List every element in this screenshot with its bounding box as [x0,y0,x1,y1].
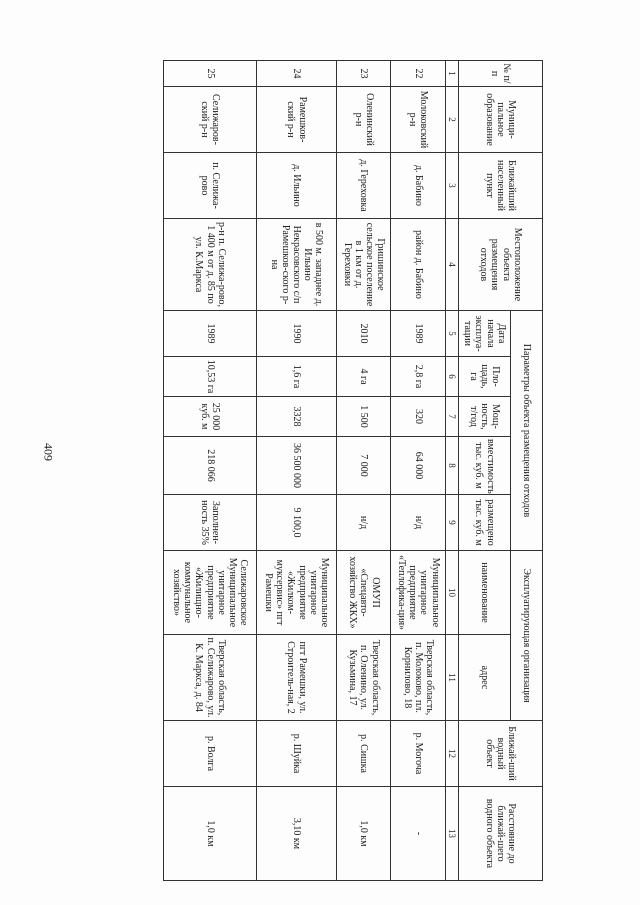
header-params-group: Параметры объекта размещения отходов [511,311,543,551]
header-area: Пло-щадь, га [459,357,511,397]
cell-municipality: Селижаров-ский р-н [164,87,257,153]
column-number-row [446,61,459,881]
cell-settlement: д. Гереховка [336,153,391,219]
cell-placed: н/д [391,495,446,551]
cell-capacity: 3328 [256,397,336,437]
cell-location: район д. Бабино [391,219,446,311]
cell-location: в 500 м. западнее д. Ильино Некрасовского с/п Рамешков-ского р-на [256,219,336,311]
cell-capacity: 320 [391,397,446,437]
cell-distance: 1,0 км [336,787,391,881]
header-no: № п/п [459,61,543,87]
cell-settlement: п. Селижа-рово [164,153,257,219]
cell-area: 4 га [336,357,391,397]
column-number: 11 [446,635,459,721]
cell-area: 10,53 га [164,357,257,397]
table-row [391,61,446,881]
cell-volume: 7 000 [336,437,391,495]
cell-water-object: р. Сишка [336,721,391,787]
header-municipality: Муници-пальное образование [459,87,543,153]
cell-distance: - [391,787,446,881]
header-location: Местоположение объекта размещения отходов [459,219,543,311]
column-number: 8 [446,437,459,495]
column-number: 13 [446,787,459,881]
cell-area: 1,6 га [256,357,336,397]
cell-municipality: Оленинский р-н [336,87,391,153]
cell-no: 23 [336,61,391,87]
header-settlement: Ближайший населенный пункт [459,153,543,219]
column-number: 7 [446,397,459,437]
column-number: 3 [446,153,459,219]
cell-distance: 1,0 км [164,787,257,881]
header-op-name: наименование [459,551,511,635]
header-operator-group: Эксплуатирующая организация [511,551,543,721]
cell-location: р-н п. Селижа-рово, 1 400 м от д. 85 по ул. К.Маркса [164,219,257,311]
header-placed: размещено тыс. куб. м [459,495,511,551]
cell-no: 25 [164,61,257,87]
column-number: 4 [446,219,459,311]
cell-start-date: 2010 [336,311,391,357]
cell-op-name: ОМУП «Спецавто-хозяйство ЖКХ» [336,551,391,635]
cell-op-name: Селижаровское Муниципальное унитарное предприятие «Жилищно-коммунальное хозяйство» [164,551,257,635]
cell-op-address: Тверская область, п. Оленино, ул. Кузьмина, 17 [336,635,391,721]
header-distance: Расстояние до ближай-шего водного объекта [459,787,543,881]
cell-placed: 9 100,0 [256,495,336,551]
cell-settlement: д. Ильино [256,153,336,219]
waste-sites-table-wrapper [163,60,543,880]
column-number: 5 [446,311,459,357]
header-start-date: Дата начала эксплуа-тации [459,311,511,357]
column-number: 2 [446,87,459,153]
header-op-address: адрес [459,635,511,721]
cell-location: Гришинское сельское поселение в 1 км от д. Гереховки [336,219,391,311]
column-number: 10 [446,551,459,635]
cell-distance: 3,10 км [256,787,336,881]
header-water-object: Ближай-ший водный объект [459,721,543,787]
cell-settlement: д. Бабино [391,153,446,219]
cell-area: 2,8 га [391,357,446,397]
header-capacity: Мощ-ность, т/год [459,397,511,437]
cell-no: 24 [256,61,336,87]
cell-start-date: 1989 [391,311,446,357]
waste-sites-table [163,60,543,881]
cell-volume: 64 000 [391,437,446,495]
cell-op-address: Тверская область, п. Молоково, пл. Корнилово, 18 [391,635,446,721]
cell-municipality: Рамешков-ский р-н [256,87,336,153]
table-row [256,61,336,881]
cell-placed: н/д [336,495,391,551]
cell-op-name: Муниципальное унитарное предприятие «Теплофика-ция» [391,551,446,635]
cell-op-name: Муниципальное унитарное предприятие «Жилком-муксервис» пгт Рамешки [256,551,336,635]
cell-water-object: р. Могоча [391,721,446,787]
table-row [336,61,391,881]
cell-placed: Заполнен-ность 35% [164,495,257,551]
column-number: 6 [446,357,459,397]
cell-water-object: р. Волга [164,721,257,787]
column-number: 9 [446,495,459,551]
table-row [164,61,257,881]
cell-op-address: Тверская область, п. Селижарово, ул. К. Маркса, д. 84 [164,635,257,721]
cell-volume: 36 500 000 [256,437,336,495]
cell-no: 22 [391,61,446,87]
cell-volume: 218 066 [164,437,257,495]
header-volume: вместимость тыс. куб. м [459,437,511,495]
page-number: 409 [41,443,56,461]
cell-capacity: 25 000 куб. м [164,397,257,437]
cell-water-object: р. Шуйка [256,721,336,787]
cell-municipality: Молоковский р-н [391,87,446,153]
cell-op-address: пгт Рамешки, ул. Строитель-ная, 2 [256,635,336,721]
cell-start-date: 1989 [164,311,257,357]
column-number: 12 [446,721,459,787]
cell-start-date: 1990 [256,311,336,357]
cell-capacity: 1 500 [336,397,391,437]
column-number: 1 [446,61,459,87]
